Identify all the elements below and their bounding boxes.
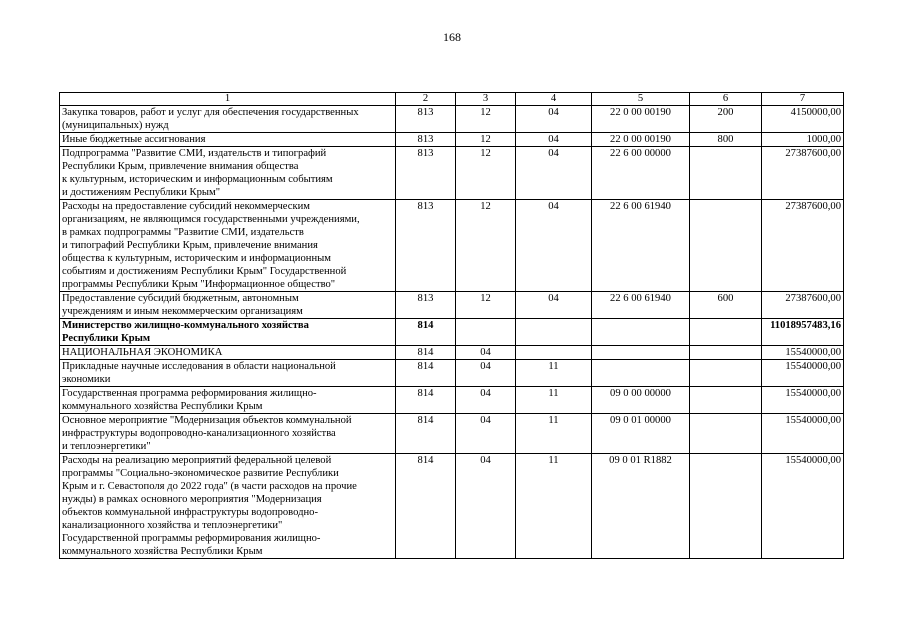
target-article-code bbox=[592, 346, 690, 360]
ministry-code: 814 bbox=[396, 319, 456, 346]
amount: 11018957483,16 bbox=[762, 319, 844, 346]
expense-type-code bbox=[690, 200, 762, 292]
expense-type-code bbox=[690, 414, 762, 454]
row-name: Основное мероприятие "Модернизация объектов коммунальной инфраструктуры водопроводно-канализационного хозяйства и теплоэнергетики" bbox=[60, 414, 396, 454]
subsection-code: 04 bbox=[516, 292, 592, 319]
column-header: 1 bbox=[60, 93, 396, 106]
amount: 15540000,00 bbox=[762, 387, 844, 414]
expense-type-code: 200 bbox=[690, 106, 762, 133]
row-name: Государственная программа реформирования жилищно- коммунального хозяйства Республики Крым bbox=[60, 387, 396, 414]
row-name: Подпрограмма "Развитие СМИ, издательств и типографий Республики Крым, привлечение внимания общества к культурным, историческим и информационным событиям и достижениям Республики Крым" bbox=[60, 147, 396, 200]
ministry-code: 813 bbox=[396, 106, 456, 133]
expense-type-code bbox=[690, 387, 762, 414]
ministry-code: 813 bbox=[396, 200, 456, 292]
table-row bbox=[60, 292, 844, 319]
column-header: 3 bbox=[456, 93, 516, 106]
subsection-code: 04 bbox=[516, 133, 592, 147]
row-name: Иные бюджетные ассигнования bbox=[60, 133, 396, 147]
section-code: 12 bbox=[456, 200, 516, 292]
page-number: 168 bbox=[443, 30, 461, 44]
expense-type-code bbox=[690, 319, 762, 346]
target-article-code: 09 0 01 R1882 bbox=[592, 454, 690, 559]
section-code bbox=[456, 319, 516, 346]
row-name: Расходы на предоставление субсидий некоммерческим организациям, не являющимся государственными учреждениями, в рамках подпрограммы "Развитие СМИ, издательств и типографий Республики Крым, привлечение внимания общества к культурным, историческим и информационным событиям и достижениям Республики Крым" Государственной программы Республики Крым "Информационное общество" bbox=[60, 200, 396, 292]
section-code: 12 bbox=[456, 147, 516, 200]
section-code: 04 bbox=[456, 360, 516, 387]
table-row bbox=[60, 319, 844, 346]
target-article-code bbox=[592, 319, 690, 346]
table-row bbox=[60, 387, 844, 414]
subsection-code bbox=[516, 346, 592, 360]
table-row bbox=[60, 147, 844, 200]
expense-type-code bbox=[690, 346, 762, 360]
amount: 1000,00 bbox=[762, 133, 844, 147]
amount: 4150000,00 bbox=[762, 106, 844, 133]
subsection-code: 11 bbox=[516, 387, 592, 414]
target-article-code: 22 0 00 00190 bbox=[592, 106, 690, 133]
section-code: 12 bbox=[456, 292, 516, 319]
row-name: Расходы на реализацию мероприятий федеральной целевой программы "Социально-экономическое развитие Республики Крым и г. Севастополя до 2022 года" (в части расходов на прочие нужды) в рамках основного мероприятия "Модернизация объектов коммунальной инфраструктуры водопроводно- канализационного хозяйства и теплоэнергетики" Государственной программы реформирования жилищно- коммунального хозяйства Республики Крым bbox=[60, 454, 396, 559]
subsection-code: 11 bbox=[516, 414, 592, 454]
target-article-code bbox=[592, 360, 690, 387]
target-article-code: 22 0 00 00190 bbox=[592, 133, 690, 147]
subsection-code: 04 bbox=[516, 200, 592, 292]
amount: 15540000,00 bbox=[762, 414, 844, 454]
ministry-code: 814 bbox=[396, 454, 456, 559]
section-code: 04 bbox=[456, 387, 516, 414]
ministry-code: 813 bbox=[396, 147, 456, 200]
expense-type-code bbox=[690, 147, 762, 200]
expense-type-code: 800 bbox=[690, 133, 762, 147]
column-header: 5 bbox=[592, 93, 690, 106]
section-code: 04 bbox=[456, 414, 516, 454]
ministry-code: 813 bbox=[396, 292, 456, 319]
row-name: Закупка товаров, работ и услуг для обеспечения государственных (муниципальных) нужд bbox=[60, 106, 396, 133]
amount: 15540000,00 bbox=[762, 454, 844, 559]
amount: 15540000,00 bbox=[762, 346, 844, 360]
section-code: 12 bbox=[456, 133, 516, 147]
subsection-code: 04 bbox=[516, 147, 592, 200]
table-body bbox=[60, 106, 844, 559]
subsection-code: 11 bbox=[516, 454, 592, 559]
row-name: Предоставление субсидий бюджетным, автономным учреждениям и иным некоммерческим организациям bbox=[60, 292, 396, 319]
table-row bbox=[60, 133, 844, 147]
table-row bbox=[60, 414, 844, 454]
target-article-code: 22 6 00 61940 bbox=[592, 200, 690, 292]
table-row bbox=[60, 346, 844, 360]
target-article-code: 22 6 00 61940 bbox=[592, 292, 690, 319]
section-code: 04 bbox=[456, 454, 516, 559]
target-article-code: 09 0 00 00000 bbox=[592, 387, 690, 414]
table-row bbox=[60, 106, 844, 133]
section-code: 12 bbox=[456, 106, 516, 133]
ministry-code: 813 bbox=[396, 133, 456, 147]
ministry-code: 814 bbox=[396, 414, 456, 454]
amount: 15540000,00 bbox=[762, 360, 844, 387]
subsection-code bbox=[516, 319, 592, 346]
amount: 27387600,00 bbox=[762, 147, 844, 200]
expense-type-code bbox=[690, 454, 762, 559]
amount: 27387600,00 bbox=[762, 292, 844, 319]
table-row bbox=[60, 360, 844, 387]
row-name: Прикладные научные исследования в области национальной экономики bbox=[60, 360, 396, 387]
ministry-code: 814 bbox=[396, 346, 456, 360]
target-article-code: 22 6 00 00000 bbox=[592, 147, 690, 200]
column-header: 2 bbox=[396, 93, 456, 106]
section-code: 04 bbox=[456, 346, 516, 360]
row-name: Министерство жилищно-коммунального хозяйства Республики Крым bbox=[60, 319, 396, 346]
expense-type-code bbox=[690, 360, 762, 387]
amount: 27387600,00 bbox=[762, 200, 844, 292]
column-header: 4 bbox=[516, 93, 592, 106]
subsection-code: 04 bbox=[516, 106, 592, 133]
column-number-row bbox=[60, 93, 844, 106]
expense-type-code: 600 bbox=[690, 292, 762, 319]
ministry-code: 814 bbox=[396, 387, 456, 414]
table-row bbox=[60, 200, 844, 292]
subsection-code: 11 bbox=[516, 360, 592, 387]
column-header: 7 bbox=[762, 93, 844, 106]
table-row bbox=[60, 454, 844, 559]
ministry-code: 814 bbox=[396, 360, 456, 387]
budget-table bbox=[59, 92, 844, 559]
column-header: 6 bbox=[690, 93, 762, 106]
target-article-code: 09 0 01 00000 bbox=[592, 414, 690, 454]
row-name: НАЦИОНАЛЬНАЯ ЭКОНОМИКА bbox=[60, 346, 396, 360]
